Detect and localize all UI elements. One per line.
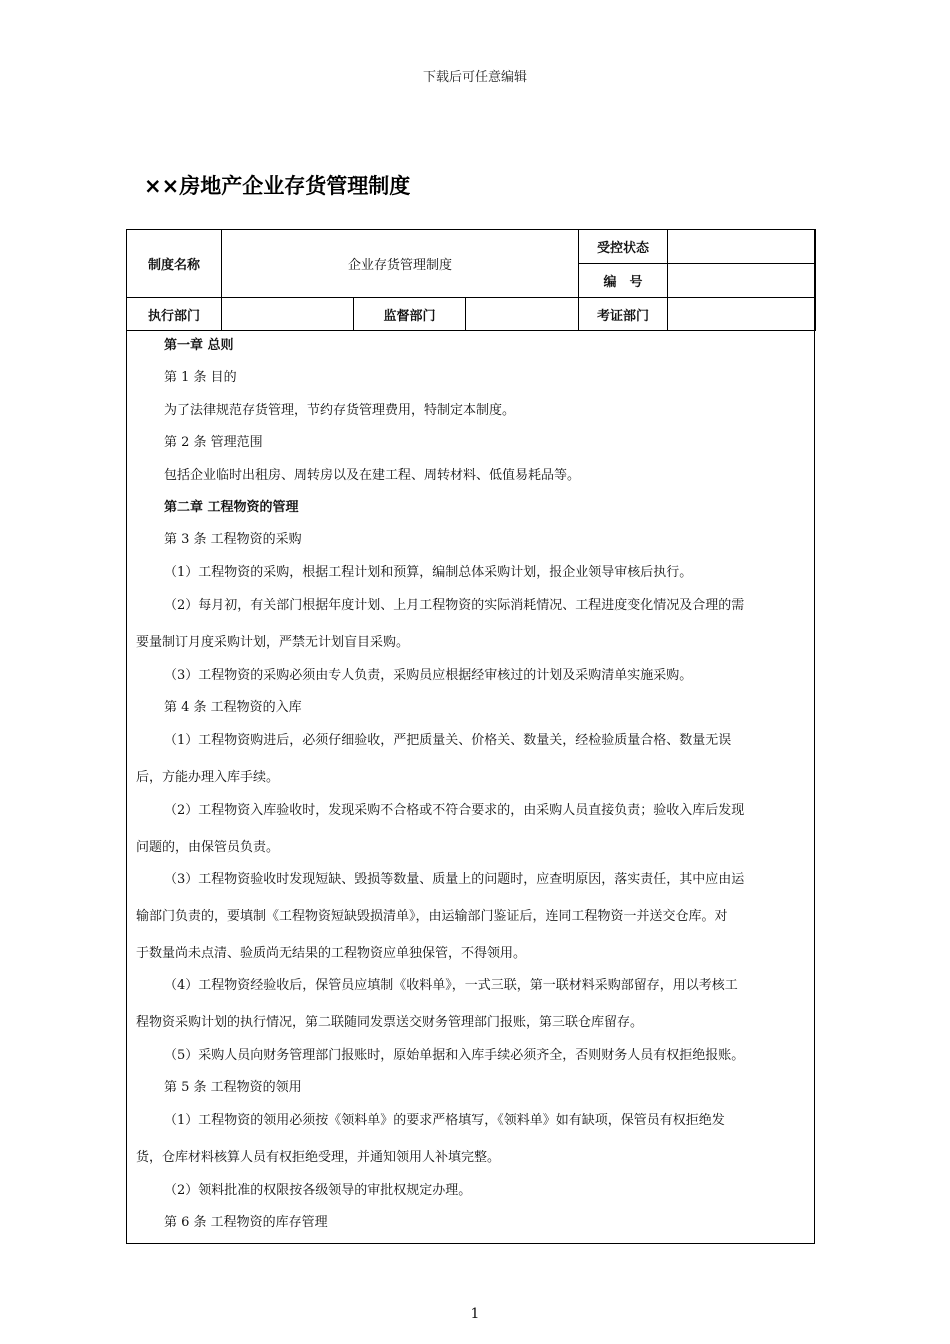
header-note: 下载后可任意编辑: [422, 70, 527, 85]
paragraph: （1）工程物资的采购，根据工程计划和预算，编制总体采购计划，报企业领导审核后执行。: [164, 565, 693, 580]
control-status-value[interactable]: [668, 230, 816, 264]
paragraph: 为了法律规范存货管理，节约存货管理费用，特制定本制度。: [164, 403, 516, 418]
article-heading: 第 3 条 工程物资的采购: [164, 532, 302, 547]
supervise-dept-value[interactable]: [466, 298, 579, 331]
paragraph: （4）工程物资经验收后，保管员应填制《收料单》，一式三联，第一联材料采购部留存，用以考核工: [164, 978, 738, 993]
paragraph: （5）采购人员向财务管理部门报账时，原始单据和入库手续必须齐全，否则财务人员有权拒绝报账。: [164, 1048, 745, 1063]
policy-name-value: 企业存货管理制度: [222, 230, 579, 298]
control-status-label: 受控状态: [579, 230, 668, 264]
number-label: 编 号: [579, 264, 668, 298]
document-title: ××房地产企业存货管理制度: [144, 174, 411, 198]
article-heading: 第 1 条 目的: [164, 370, 237, 385]
page-number: 1: [470, 1306, 480, 1322]
paragraph: （1）工程物资的领用必须按《领料单》的要求严格填写，《领料单》如有缺项，保管员有权拒绝发: [164, 1113, 725, 1128]
paragraph: （2）领料批准的权限按各级领导的审批权规定办理。: [164, 1183, 472, 1198]
paragraph: （3）工程物资的采购必须由专人负责，采购员应根据经审核过的计划及采购清单实施采购。: [164, 668, 693, 683]
chapter-heading: 第二章 工程物资的管理: [164, 500, 299, 515]
paragraph: （2）每月初，有关部门根据年度计划、上月工程物资的实际消耗情况、工程进度变化情况及合理的需: [164, 598, 745, 613]
article-heading: 第 6 条 工程物资的库存管理: [164, 1215, 328, 1230]
paragraph-continued: 程物资采购计划的执行情况，第二联随同发票送交财务管理部门报账，第三联仓库留存。: [136, 1015, 644, 1030]
paragraph: （1）工程物资购进后，必须仔细验收，严把质量关、价格关、数量关，经检验质量合格、数量无误: [164, 733, 732, 748]
paragraph-continued: 货，仓库材料核算人员有权拒绝受理，并通知领用人补填完整。: [136, 1150, 501, 1165]
exec-dept-value[interactable]: [222, 298, 354, 331]
paragraph: 包括企业临时出租房、周转房以及在建工程、周转材料、低值易耗品等。: [164, 468, 581, 483]
supervise-dept-label: 监督部门: [354, 298, 466, 331]
info-table: [126, 229, 816, 331]
article-heading: 第 4 条 工程物资的入库: [164, 700, 302, 715]
paragraph-continued: 后，方能办理入库手续。: [136, 770, 280, 785]
exec-dept-label: 执行部门: [127, 298, 222, 331]
paragraph: （3）工程物资验收时发现短缺、毁损等数量、质量上的问题时，应查明原因，落实责任，其中应由运: [164, 872, 745, 887]
verify-dept-value[interactable]: [668, 298, 816, 331]
article-heading: 第 2 条 管理范围: [164, 435, 263, 450]
paragraph: （2）工程物资入库验收时，发现采购不合格或不符合要求的，由采购人员直接负责；验收入库后发现: [164, 803, 745, 818]
paragraph-continued: 输部门负责的，要填制《工程物资短缺毁损清单》，由运输部门鉴证后，连同工程物资一并送交仓库。对: [136, 909, 728, 924]
article-heading: 第 5 条 工程物资的领用: [164, 1080, 302, 1095]
chapter-heading: 第一章 总则: [164, 338, 234, 353]
paragraph-continued: 要量制订月度采购计划，严禁无计划盲目采购。: [136, 635, 410, 650]
paragraph-continued: 于数量尚未点清、验质尚无结果的工程物资应单独保管，不得领用。: [136, 946, 527, 961]
verify-dept-label: 考证部门: [579, 298, 668, 331]
policy-name-label: 制度名称: [127, 230, 222, 298]
number-value[interactable]: [668, 264, 816, 298]
paragraph-continued: 问题的，由保管员负责。: [136, 840, 280, 855]
